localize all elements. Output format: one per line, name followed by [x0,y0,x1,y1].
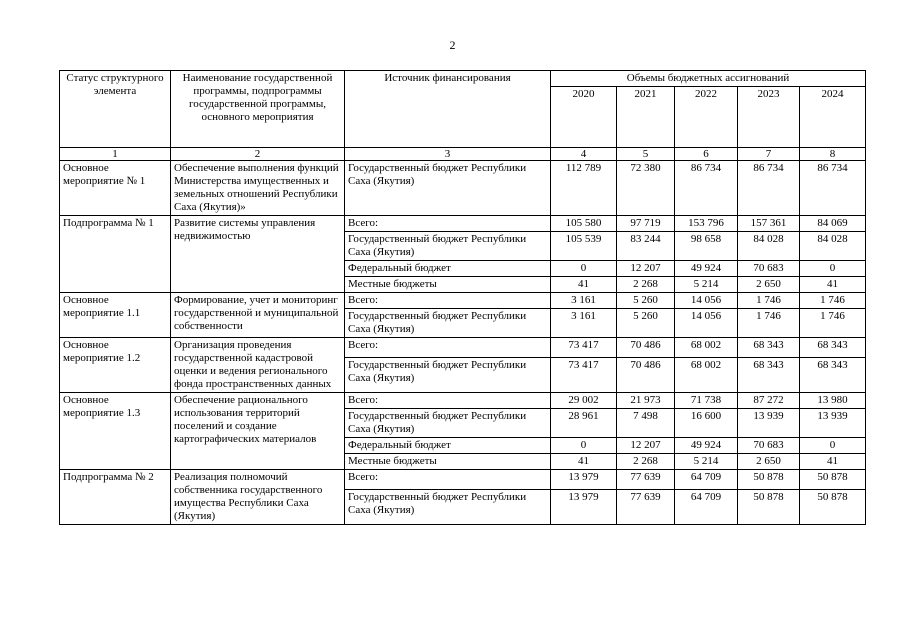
row-status: Основное мероприятие № 1 [60,161,171,216]
cell-value: 83 244 [617,232,675,261]
row-source: Государственный бюджет Республики Саха (Якутия) [345,232,551,261]
cell-value: 49 924 [675,261,738,277]
cell-value: 86 734 [738,161,800,216]
table-row [60,216,866,232]
header-row-1 [60,71,866,87]
cell-value: 1 746 [738,293,800,309]
cell-value: 73 417 [551,357,617,392]
cell-value: 84 069 [800,216,866,232]
cell-value: 2 268 [617,454,675,470]
cell-value: 5 214 [675,277,738,293]
cell-value: 50 878 [738,470,800,490]
cell-value: 13 939 [800,409,866,438]
row-name: Организация проведения государственной кадастровой оценки и ведения регионального фонда пространственных данных [171,338,345,393]
cell-value: 73 417 [551,338,617,358]
cell-value: 14 056 [675,293,738,309]
header-year: 2023 [738,87,800,148]
cell-value: 64 709 [675,470,738,490]
cell-value: 71 738 [675,393,738,409]
column-index: 2 [171,148,345,161]
row-source: Федеральный бюджет [345,261,551,277]
cell-value: 68 343 [738,357,800,392]
cell-value: 50 878 [800,470,866,490]
cell-value: 0 [551,261,617,277]
cell-value: 41 [551,277,617,293]
cell-value: 70 486 [617,338,675,358]
cell-value: 13 939 [738,409,800,438]
table-row [60,161,866,216]
cell-value: 105 580 [551,216,617,232]
cell-value: 68 343 [800,357,866,392]
cell-value: 0 [551,438,617,454]
row-source: Всего: [345,393,551,409]
row-name: Развитие системы управления недвижимостью [171,216,345,293]
header-year: 2021 [617,87,675,148]
row-name: Реализация полномочий собственника государственного имущества Республики Саха (Якутия) [171,470,345,525]
cell-value: 77 639 [617,470,675,490]
cell-value: 1 746 [800,293,866,309]
cell-value: 84 028 [738,232,800,261]
cell-value: 50 878 [738,489,800,524]
cell-value: 112 789 [551,161,617,216]
row-status: Подпрограмма № 1 [60,216,171,293]
cell-value: 3 161 [551,293,617,309]
cell-value: 29 002 [551,393,617,409]
cell-value: 13 979 [551,489,617,524]
cell-value: 3 161 [551,309,617,338]
cell-value: 12 207 [617,261,675,277]
row-source: Местные бюджеты [345,277,551,293]
row-source: Государственный бюджет Республики Саха (Якутия) [345,489,551,524]
column-index: 6 [675,148,738,161]
page-number: 2 [449,38,456,52]
column-index: 4 [551,148,617,161]
column-index: 7 [738,148,800,161]
cell-value: 7 498 [617,409,675,438]
header-year: 2024 [800,87,866,148]
row-source: Местные бюджеты [345,454,551,470]
cell-value: 5 260 [617,309,675,338]
row-source: Государственный бюджет Республики Саха (Якутия) [345,161,551,216]
table-row [60,338,866,358]
cell-value: 86 734 [675,161,738,216]
column-index: 5 [617,148,675,161]
row-source: Всего: [345,338,551,358]
column-index: 3 [345,148,551,161]
cell-value: 13 979 [551,470,617,490]
cell-value: 5 260 [617,293,675,309]
row-source: Всего: [345,293,551,309]
cell-value: 68 343 [738,338,800,358]
header-source: Источник финансирования [345,71,551,148]
cell-value: 105 539 [551,232,617,261]
cell-value: 2 650 [738,277,800,293]
row-name: Формирование, учет и мониторинг государственной и муниципальной собственности [171,293,345,338]
row-status: Подпрограмма № 2 [60,470,171,525]
cell-value: 98 658 [675,232,738,261]
row-source: Всего: [345,216,551,232]
cell-value: 153 796 [675,216,738,232]
cell-value: 2 268 [617,277,675,293]
cell-value: 0 [800,261,866,277]
cell-value: 12 207 [617,438,675,454]
cell-value: 1 746 [800,309,866,338]
cell-value: 86 734 [800,161,866,216]
table-row [60,293,866,309]
cell-value: 41 [800,454,866,470]
cell-value: 21 973 [617,393,675,409]
cell-value: 0 [800,438,866,454]
cell-value: 50 878 [800,489,866,524]
cell-value: 41 [800,277,866,293]
cell-value: 49 924 [675,438,738,454]
cell-value: 64 709 [675,489,738,524]
cell-value: 41 [551,454,617,470]
row-status: Основное мероприятие 1.1 [60,293,171,338]
cell-value: 72 380 [617,161,675,216]
header-name: Наименование государственной программы, подпрограммы государственной программы, основного мероприятия [171,71,345,148]
cell-value: 16 600 [675,409,738,438]
row-name: Обеспечение выполнения функций Министерства имущественных и земельных отношений Республики Саха (Якутия)» [171,161,345,216]
header-year: 2022 [675,87,738,148]
cell-value: 97 719 [617,216,675,232]
table-row [60,470,866,490]
row-source: Всего: [345,470,551,490]
header-status: Статус структурного элемента [60,71,171,148]
cell-value: 77 639 [617,489,675,524]
cell-value: 14 056 [675,309,738,338]
cell-value: 68 002 [675,338,738,358]
column-index-row [60,148,866,161]
cell-value: 84 028 [800,232,866,261]
budget-table [59,70,866,525]
row-status: Основное мероприятие 1.2 [60,338,171,393]
column-index: 8 [800,148,866,161]
cell-value: 13 980 [800,393,866,409]
cell-value: 70 486 [617,357,675,392]
cell-value: 87 272 [738,393,800,409]
row-status: Основное мероприятие 1.3 [60,393,171,470]
header-year: 2020 [551,87,617,148]
cell-value: 1 746 [738,309,800,338]
cell-value: 2 650 [738,454,800,470]
cell-value: 68 343 [800,338,866,358]
cell-value: 70 683 [738,438,800,454]
row-source: Государственный бюджет Республики Саха (Якутия) [345,409,551,438]
header-volumes: Объемы бюджетных ассигнований [551,71,866,87]
cell-value: 68 002 [675,357,738,392]
table-row [60,393,866,409]
cell-value: 28 961 [551,409,617,438]
cell-value: 5 214 [675,454,738,470]
cell-value: 70 683 [738,261,800,277]
row-source: Государственный бюджет Республики Саха (Якутия) [345,309,551,338]
row-source: Государственный бюджет Республики Саха (Якутия) [345,357,551,392]
cell-value: 157 361 [738,216,800,232]
row-source: Федеральный бюджет [345,438,551,454]
row-name: Обеспечение рационального использования территорий поселений и создание картографических материалов [171,393,345,470]
column-index: 1 [60,148,171,161]
